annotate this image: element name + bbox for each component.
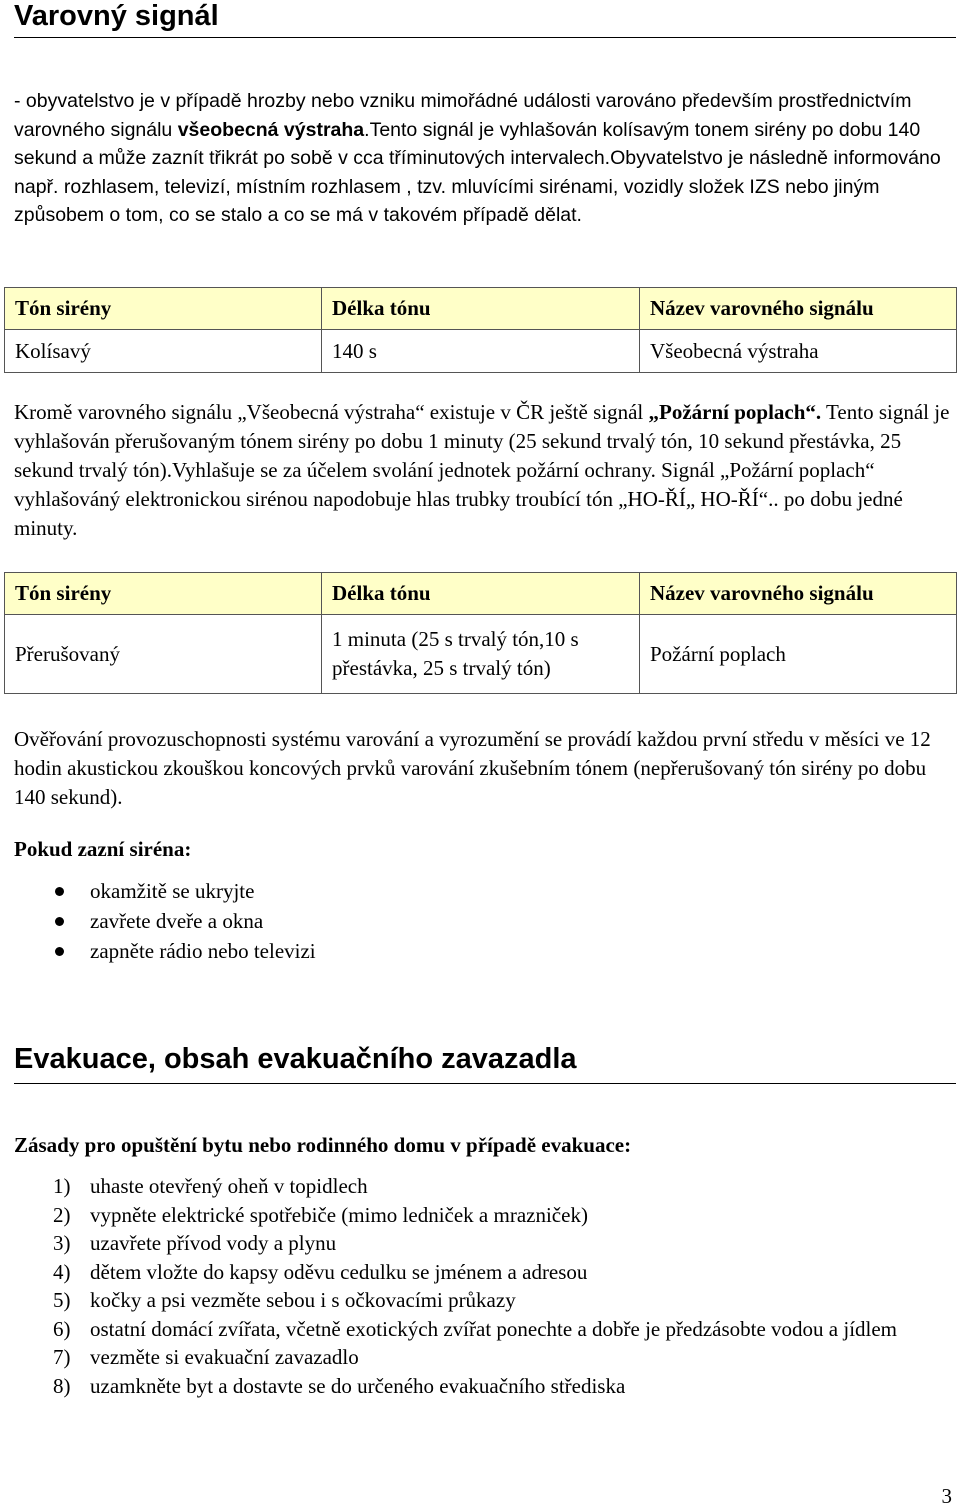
- bullet-icon: [55, 947, 64, 956]
- signal-table-fire: [4, 572, 957, 694]
- list-item: [0, 876, 316, 906]
- list-item-number: 8): [53, 1373, 71, 1398]
- list-item: [0, 1201, 900, 1230]
- fire-alarm-paragraph: [14, 398, 954, 543]
- evacuation-rules-heading: Zásady pro opuštění bytu nebo rodinného domu v případě evakuace:: [14, 1133, 632, 1157]
- list-item-text: uhaste otevřený oheň v topidlech: [90, 1174, 368, 1198]
- cell-siren-tone: Kolísavý: [5, 330, 322, 373]
- list-item-text: zavřete dveře a okna: [90, 909, 264, 933]
- page-number: 3: [941, 1484, 952, 1508]
- header-signal-name: Název varovného signálu: [640, 573, 957, 615]
- intro-bold: všeobecná výstraha: [177, 118, 365, 141]
- list-item-text: vezměte si evakuační zavazadlo: [90, 1345, 359, 1369]
- header-tone-length: Délka tónu: [322, 288, 640, 330]
- cell-signal-name: Všeobecná výstraha: [640, 330, 957, 373]
- list-item: [0, 936, 316, 966]
- fire-text-1: Kromě varovného signálu „Všeobecná výstraha“ existuje v ČR ještě signál: [14, 400, 649, 424]
- list-item: [0, 1286, 900, 1315]
- fire-bold: „Požární poplach“.: [648, 400, 822, 424]
- fire-text-2: Tento signál je vyhlašován přerušovaným tónem sirény po dobu 1 minuty (25 sekund trvalý tón, 10 sekund přestávka, 25 sekund trvalý tón).Vyhlašuje se za účelem svolání jednotek požární ochrany. Signál „Požární poplach“ vyhlašováný elektronickou sirénou napodobuje hlas trubky troubící tón „HO-ŘÍ„ HO-ŘÍ“.. po dobu jedné minuty.: [14, 400, 950, 540]
- list-item: [0, 1229, 900, 1258]
- list-item-text: uzavřete přívod vody a plynu: [90, 1231, 337, 1255]
- siren-heading: Pokud zazní siréna:: [14, 837, 192, 861]
- list-item: [0, 1258, 900, 1287]
- list-item-text: zapněte rádio nebo televizi: [90, 939, 316, 963]
- list-item-text: okamžitě se ukryjte: [90, 879, 255, 903]
- list-item: [0, 1343, 900, 1372]
- list-item-number: 2): [53, 1202, 71, 1227]
- table-header-row: [5, 288, 957, 330]
- siren-instructions-list: [0, 876, 316, 966]
- list-item-text: uzamkněte byt a dostavte se do určeného evakuačního střediska: [90, 1373, 626, 1398]
- list-item-number: 6): [53, 1316, 71, 1341]
- list-item-text: dětem vložte do kapsy oděvu cedulku se jménem a adresou: [90, 1259, 588, 1284]
- table-row: [5, 330, 957, 373]
- table-header-row: [5, 573, 957, 615]
- intro-text-2: .Tento signál je vyhlašován kolísavým tonem sirény po dobu 140 sekund a může zaznít třikrát po sobě v cca tříminutových intervalech.Obyvatelstvo je následně informováno např. rozhlasem, televizí, místním rozhlasem , tzv. mluvícími sirénami, vozidly složek IZS nebo jiným způsobem o tom, co se stalo a co se má v takovém případě dělat.: [14, 118, 941, 226]
- list-item: [0, 1315, 900, 1344]
- list-item-number: 4): [53, 1259, 71, 1284]
- evacuation-steps-list: [0, 1172, 900, 1400]
- cell-siren-tone: Přerušovaný: [5, 615, 322, 694]
- verification-paragraph: Ověřování provozuschopnosti systému varování a vyrozumění se provádí každou první středu v měsíci ve 12 hodin akustickou zkouškou koncových prvků varování zkušebním tónem (nepřerušovaný tón sirény po dobu 140 sekund).: [14, 727, 931, 809]
- list-item-text: ostatní domácí zvířata, včetně exotických zvířat ponechte a dobře je předzásobte vodou a jídlem: [90, 1316, 898, 1341]
- title-underline: [14, 37, 956, 38]
- cell-tone-length: 140 s: [322, 330, 640, 373]
- header-tone-length: Délka tónu: [322, 573, 640, 615]
- section-title-evacuation: Evakuace, obsah evakuačního zavazadla: [14, 1043, 577, 1075]
- list-item: [0, 1372, 900, 1401]
- signal-table-general: [4, 287, 957, 373]
- list-item-text: kočky a psi vezměte sebou i s očkovacími průkazy: [90, 1288, 516, 1312]
- list-item-number: 5): [53, 1288, 71, 1312]
- section-title-warning-signal: Varovný signál: [14, 0, 219, 32]
- list-item-text: vypněte elektrické spotřebiče (mimo ledniček a mrazniček): [90, 1202, 588, 1227]
- bullet-icon: [55, 887, 64, 896]
- cell-tone-length: 1 minuta (25 s trvalý tón,10 s přestávka, 25 s trvalý tón): [322, 615, 640, 694]
- header-signal-name: Název varovného signálu: [640, 288, 957, 330]
- table-row: [5, 615, 957, 694]
- intro-text-1: - obyvatelstvo je v případě hrozby nebo vzniku mimořádné události varováno především prostřednictvím varovného signálu: [14, 90, 912, 141]
- list-item: [0, 1172, 900, 1201]
- header-siren-tone: Tón sirény: [5, 288, 322, 330]
- list-item-number: 7): [53, 1345, 71, 1369]
- bullet-icon: [55, 917, 64, 926]
- list-item: [0, 906, 316, 936]
- header-siren-tone: Tón sirény: [5, 573, 322, 615]
- intro-paragraph: [14, 87, 944, 230]
- title-underline: [14, 1083, 956, 1084]
- cell-signal-name: Požární poplach: [640, 615, 957, 694]
- list-item-number: 1): [53, 1174, 71, 1198]
- list-item-number: 3): [53, 1231, 71, 1255]
